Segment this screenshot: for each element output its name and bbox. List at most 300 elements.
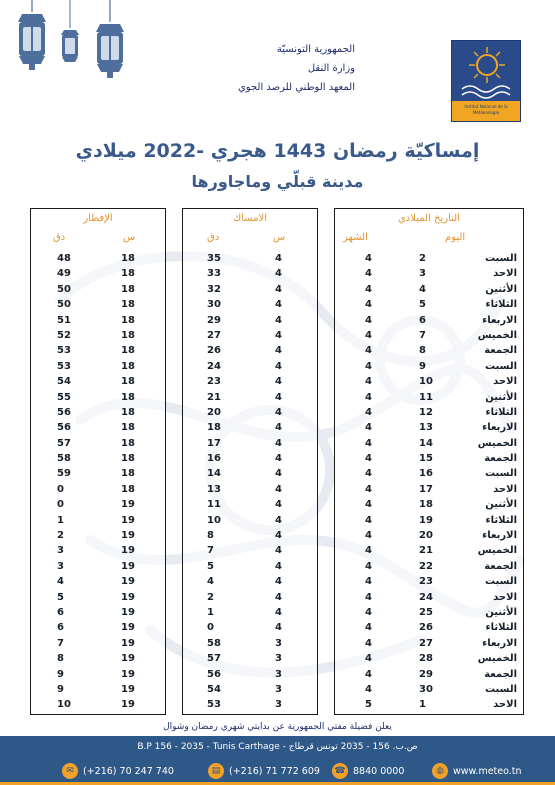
imsak-hour: 4 [275, 576, 282, 588]
date-row [335, 343, 523, 358]
imsak-hour: 4 [275, 406, 282, 418]
imsak-minute: 2 [207, 591, 214, 603]
date-weekday: الثلاثاء [485, 514, 517, 526]
city-subtitle: مدينة قبلّي وماجاورها [191, 172, 364, 191]
iftar-minute: 51 [57, 314, 71, 326]
imsak-minute: 8 [207, 530, 214, 542]
imsak-hour: 4 [275, 453, 282, 465]
date-row [335, 497, 523, 512]
imsak-hour: 4 [275, 314, 282, 326]
imsak-minute: 29 [207, 314, 221, 326]
iftar-row [31, 374, 165, 389]
imsak-hour: 4 [275, 483, 282, 495]
iftar-minute: 9 [57, 668, 64, 680]
iftar-hour: 18 [121, 360, 135, 372]
imsak-hour: 4 [275, 360, 282, 372]
date-day: 17 [419, 483, 433, 495]
date-month: 4 [365, 376, 372, 388]
date-row [335, 313, 523, 328]
iftar-row [31, 559, 165, 574]
date-weekday: السبت [484, 360, 517, 372]
date-day: 24 [419, 591, 433, 603]
imsak-row [183, 651, 317, 666]
date-day: 18 [419, 499, 433, 511]
date-day: 2 [419, 253, 426, 264]
imsak-row [183, 667, 317, 682]
date-row [335, 420, 523, 435]
iftar-minute: 58 [57, 453, 71, 465]
imsak-row [183, 482, 317, 497]
iftar-minute: 0 [57, 499, 64, 511]
iftar-hour: 18 [121, 422, 135, 434]
date-month: 4 [365, 514, 372, 526]
date-row [335, 651, 523, 666]
iftar-hour: 18 [121, 376, 135, 388]
iftar-row [31, 297, 165, 312]
date-day: 15 [419, 453, 433, 465]
imsak-hour: 4 [275, 422, 282, 434]
date-weekday: الاحد [493, 699, 517, 711]
iftar-hour: 18 [121, 268, 135, 280]
date-weekday: الاحد [493, 376, 517, 388]
imsak-row [183, 251, 317, 266]
date-weekday: الأثنين [485, 499, 517, 511]
date-row [335, 266, 523, 281]
imsak-hour: 4 [275, 560, 282, 572]
iftar-row [31, 436, 165, 451]
imsak-row [183, 636, 317, 651]
date-row [335, 390, 523, 405]
iftar-row [31, 466, 165, 481]
imsak-minute: 13 [207, 483, 221, 495]
date-weekday: السبت [484, 576, 517, 588]
date-row [335, 590, 523, 605]
date-day: 10 [419, 376, 433, 388]
imsak-hour: 4 [275, 622, 282, 634]
date-day: 14 [419, 437, 433, 449]
date-month: 5 [365, 699, 372, 711]
date-row [335, 574, 523, 589]
iftar-row [31, 651, 165, 666]
iftar-row [31, 590, 165, 605]
date-day: 26 [419, 622, 433, 634]
date-month: 4 [365, 483, 372, 495]
imsak-row [183, 390, 317, 405]
imsak-table [182, 208, 318, 715]
date-month: 4 [365, 314, 372, 326]
imsak-minute: 17 [207, 437, 221, 449]
date-weekday: الجمعة [484, 560, 517, 572]
imsak-hour: 4 [275, 545, 282, 557]
header-line-institute: المعهد الوطني للرصد الجوي [237, 82, 355, 93]
imsak-minute: 20 [207, 406, 221, 418]
date-weekday: الثلاثاء [485, 299, 517, 311]
date-weekday: الثلاثاء [485, 622, 517, 634]
date-row [335, 436, 523, 451]
imsak-minute: 56 [207, 668, 221, 680]
imsak-row [183, 620, 317, 635]
institute-logo [451, 40, 521, 122]
imsak-row [183, 451, 317, 466]
iftar-minute: 2 [57, 530, 64, 542]
iftar-hour: 18 [121, 468, 135, 480]
date-month: 4 [365, 299, 372, 311]
iftar-minute: 49 [57, 268, 71, 280]
date-row [335, 251, 523, 266]
imsak-minute: 24 [207, 360, 221, 372]
date-day: 20 [419, 530, 433, 542]
iftar-minute: 6 [57, 606, 64, 618]
iftar-hour: 18 [121, 283, 135, 295]
imsak-heading: الامساك [232, 213, 268, 224]
imsak-minute: 30 [207, 299, 221, 311]
date-day: 27 [419, 637, 433, 649]
website-link[interactable]: www.meteo.tn [453, 765, 522, 777]
imsak-hour: 4 [275, 299, 282, 311]
date-row [335, 374, 523, 389]
imsak-row [183, 436, 317, 451]
date-weekday: الاربعاء [482, 314, 517, 326]
imsak-hour: 3 [275, 699, 282, 711]
date-day: 19 [419, 514, 433, 526]
imsak-minutes-header: دق [207, 232, 220, 243]
iftar-hour: 19 [121, 653, 135, 665]
date-day: 1 [419, 699, 426, 711]
iftar-row [31, 682, 165, 697]
date-row [335, 359, 523, 374]
ministry-header [165, 40, 355, 97]
printer-icon: ▤ [208, 763, 224, 779]
date-day: 5 [419, 299, 426, 311]
imsak-row [183, 297, 317, 312]
date-row [335, 620, 523, 635]
date-month: 4 [365, 453, 372, 465]
imsak-hour: 4 [275, 283, 282, 295]
imsak-hour: 4 [275, 253, 282, 264]
footer-fax [62, 762, 174, 780]
imsak-hour: 4 [275, 437, 282, 449]
imsak-minute: 10 [207, 514, 221, 526]
footer-hotline [332, 762, 404, 780]
date-weekday: الاحد [493, 268, 517, 280]
date-weekday: السبت [484, 468, 517, 480]
date-month: 4 [365, 637, 372, 649]
iftar-minute: 57 [57, 437, 71, 449]
date-day: 8 [419, 345, 426, 357]
iftar-row [31, 667, 165, 682]
date-row [335, 543, 523, 558]
date-month: 4 [365, 422, 372, 434]
date-weekday: الجمعة [484, 345, 517, 357]
footer-address: B.P 156 - 2035 - Tunis Carthage - ص.ب. 156 - 2035 تونس قرطاج [137, 742, 418, 752]
iftar-minute: 1 [57, 514, 64, 526]
date-day: 11 [419, 391, 433, 403]
imsak-row [183, 697, 317, 712]
iftar-hour: 19 [121, 514, 135, 526]
date-day-header: اليوم [445, 232, 466, 243]
iftar-minute: 6 [57, 622, 64, 634]
iftar-row [31, 359, 165, 374]
date-row [335, 466, 523, 481]
date-row [335, 297, 523, 312]
date-weekday: الخميس [477, 653, 517, 665]
iftar-row [31, 636, 165, 651]
lantern-decoration-icon [0, 0, 140, 110]
logo-caption: Institut National de la Météorologie [452, 101, 520, 121]
iftar-hour: 18 [121, 314, 135, 326]
imsak-hour: 4 [275, 268, 282, 280]
date-month: 4 [365, 406, 372, 418]
header-line-ministry: وزارة النقل [307, 63, 355, 74]
iftar-hour: 19 [121, 668, 135, 680]
iftar-row [31, 528, 165, 543]
date-weekday: الأثنين [485, 283, 517, 295]
imsak-row [183, 574, 317, 589]
iftar-row [31, 605, 165, 620]
imsak-row [183, 359, 317, 374]
imsak-row [183, 282, 317, 297]
iftar-hour: 18 [121, 345, 135, 357]
imsak-minute: 18 [207, 422, 221, 434]
date-heading: التاريخ الميلادي [397, 213, 460, 224]
date-row [335, 405, 523, 420]
imsak-hour: 4 [275, 468, 282, 480]
imsak-minute: 27 [207, 329, 221, 341]
iftar-hour: 18 [121, 453, 135, 465]
date-day: 29 [419, 668, 433, 680]
imsak-minute: 16 [207, 453, 221, 465]
imsak-minute: 11 [207, 499, 221, 511]
imsak-hour: 4 [275, 499, 282, 511]
date-month: 4 [365, 391, 372, 403]
imsak-row [183, 590, 317, 605]
date-day: 28 [419, 653, 433, 665]
date-day: 3 [419, 268, 426, 280]
date-month: 4 [365, 468, 372, 480]
date-table [334, 208, 524, 715]
imsak-hour: 4 [275, 391, 282, 403]
iftar-minute: 52 [57, 329, 71, 341]
date-day: 30 [419, 683, 433, 695]
footer-website[interactable] [432, 762, 522, 780]
date-month-header: الشهر [343, 232, 368, 243]
iftar-row [31, 451, 165, 466]
imsak-minute: 4 [207, 576, 214, 588]
iftar-minute: 54 [57, 376, 71, 388]
phone-number: (+216) 71 772 609 [229, 765, 320, 777]
date-weekday: الخميس [477, 437, 517, 449]
iftar-hour: 18 [121, 299, 135, 311]
imsak-row [183, 405, 317, 420]
iftar-row [31, 328, 165, 343]
imsak-row [183, 682, 317, 697]
iftar-row [31, 343, 165, 358]
date-month: 4 [365, 683, 372, 695]
iftar-hour: 19 [121, 683, 135, 695]
imsak-row [183, 313, 317, 328]
date-month: 4 [365, 360, 372, 372]
date-month: 4 [365, 576, 372, 588]
date-weekday: الخميس [477, 329, 517, 341]
date-weekday: السبت [484, 683, 517, 695]
imsak-hour: 3 [275, 668, 282, 680]
imsak-minute: 7 [207, 545, 214, 557]
iftar-hour: 18 [121, 391, 135, 403]
date-day: 12 [419, 406, 433, 418]
date-rows [335, 251, 523, 713]
date-weekday: الاربعاء [482, 530, 517, 542]
imsak-minute: 58 [207, 637, 221, 649]
iftar-minute: 3 [57, 545, 64, 557]
imsak-row [183, 420, 317, 435]
header-line-republic: الجمهورية التونسيّة [276, 44, 355, 55]
date-month: 4 [365, 253, 372, 264]
iftar-row [31, 251, 165, 266]
imsak-row [183, 328, 317, 343]
iftar-row [31, 282, 165, 297]
iftar-minute: 7 [57, 637, 64, 649]
iftar-minute: 53 [57, 345, 71, 357]
iftar-row [31, 482, 165, 497]
imsak-minute: 33 [207, 268, 221, 280]
iftar-minute: 53 [57, 360, 71, 372]
date-month: 4 [365, 345, 372, 357]
imsak-hour: 4 [275, 606, 282, 618]
imsak-hour: 4 [275, 530, 282, 542]
iftar-hour: 19 [121, 545, 135, 557]
iftar-minute: 50 [57, 299, 71, 311]
imsak-hour: 4 [275, 345, 282, 357]
iftar-minute: 50 [57, 283, 71, 295]
date-weekday: الأثنين [485, 606, 517, 618]
date-weekday: الجمعة [484, 668, 517, 680]
imsak-row [183, 559, 317, 574]
iftar-rows [31, 251, 165, 713]
iftar-row [31, 390, 165, 405]
iftar-row [31, 497, 165, 512]
iftar-hour: 18 [121, 437, 135, 449]
date-row [335, 328, 523, 343]
iftar-hour: 19 [121, 622, 135, 634]
date-month: 4 [365, 437, 372, 449]
imsak-hour: 4 [275, 514, 282, 526]
iftar-hour: 19 [121, 499, 135, 511]
date-day: 9 [419, 360, 426, 372]
imsak-row [183, 266, 317, 281]
imsak-row [183, 374, 317, 389]
date-month: 4 [365, 283, 372, 295]
iftar-minute: 59 [57, 468, 71, 480]
iftar-row [31, 420, 165, 435]
date-weekday: الاربعاء [482, 637, 517, 649]
imsak-hour: 4 [275, 591, 282, 603]
date-month: 4 [365, 653, 372, 665]
date-month: 4 [365, 622, 372, 634]
iftar-row [31, 574, 165, 589]
date-day: 16 [419, 468, 433, 480]
date-day: 7 [419, 329, 426, 341]
iftar-row [31, 697, 165, 712]
date-row [335, 559, 523, 574]
date-weekday: الاربعاء [482, 422, 517, 434]
date-day: 4 [419, 283, 426, 295]
date-weekday: الاحد [493, 483, 517, 495]
imsak-row [183, 466, 317, 481]
date-row [335, 528, 523, 543]
globe-icon: ◍ [432, 763, 448, 779]
imsak-hour: 4 [275, 376, 282, 388]
imsak-row [183, 343, 317, 358]
date-day: 21 [419, 545, 433, 557]
imsak-minute: 0 [207, 622, 214, 634]
iftar-hours-header: س [123, 232, 136, 243]
date-row [335, 636, 523, 651]
iftar-minute: 9 [57, 683, 64, 695]
iftar-minute: 0 [57, 483, 64, 495]
date-weekday: الاحد [493, 591, 517, 603]
imsak-minute: 26 [207, 345, 221, 357]
date-month: 4 [365, 668, 372, 680]
iftar-hour: 18 [121, 483, 135, 495]
date-row [335, 482, 523, 497]
date-month: 4 [365, 499, 372, 511]
date-row [335, 282, 523, 297]
mufti-announcement: يعلن فضيلة مفتي الجمهورية عن بدايتي شهري رمضان وشوال [163, 722, 392, 732]
date-weekday: الأثنين [485, 391, 517, 403]
iftar-row [31, 405, 165, 420]
phone-icon: ☎ [332, 763, 348, 779]
iftar-row [31, 543, 165, 558]
date-row [335, 697, 523, 712]
date-month: 4 [365, 530, 372, 542]
iftar-hour: 19 [121, 576, 135, 588]
iftar-minute: 48 [57, 253, 71, 264]
imsak-minute: 21 [207, 391, 221, 403]
date-weekday: الجمعة [484, 453, 517, 465]
iftar-row [31, 513, 165, 528]
imsak-row [183, 513, 317, 528]
iftar-minute: 8 [57, 653, 64, 665]
iftar-hour: 18 [121, 329, 135, 341]
date-row [335, 451, 523, 466]
iftar-minute: 3 [57, 560, 64, 572]
imsak-minute: 54 [207, 683, 221, 695]
imsak-hour: 3 [275, 637, 282, 649]
imsak-hour: 3 [275, 683, 282, 695]
date-day: 13 [419, 422, 433, 434]
date-day: 6 [419, 314, 426, 326]
iftar-hour: 18 [121, 253, 135, 264]
date-month: 4 [365, 606, 372, 618]
imsak-hour: 4 [275, 329, 282, 341]
iftar-hour: 19 [121, 637, 135, 649]
imsak-minute: 5 [207, 560, 214, 572]
imsak-row [183, 605, 317, 620]
iftar-row [31, 620, 165, 635]
date-weekday: الثلاثاء [485, 406, 517, 418]
date-month: 4 [365, 545, 372, 557]
imsak-rows [183, 251, 317, 713]
iftar-hour: 19 [121, 591, 135, 603]
imsak-minute: 57 [207, 653, 221, 665]
date-day: 22 [419, 560, 433, 572]
iftar-hour: 19 [121, 606, 135, 618]
date-row [335, 667, 523, 682]
imsak-minute: 53 [207, 699, 221, 711]
date-row [335, 605, 523, 620]
imsak-minute: 23 [207, 376, 221, 388]
iftar-minute: 56 [57, 406, 71, 418]
